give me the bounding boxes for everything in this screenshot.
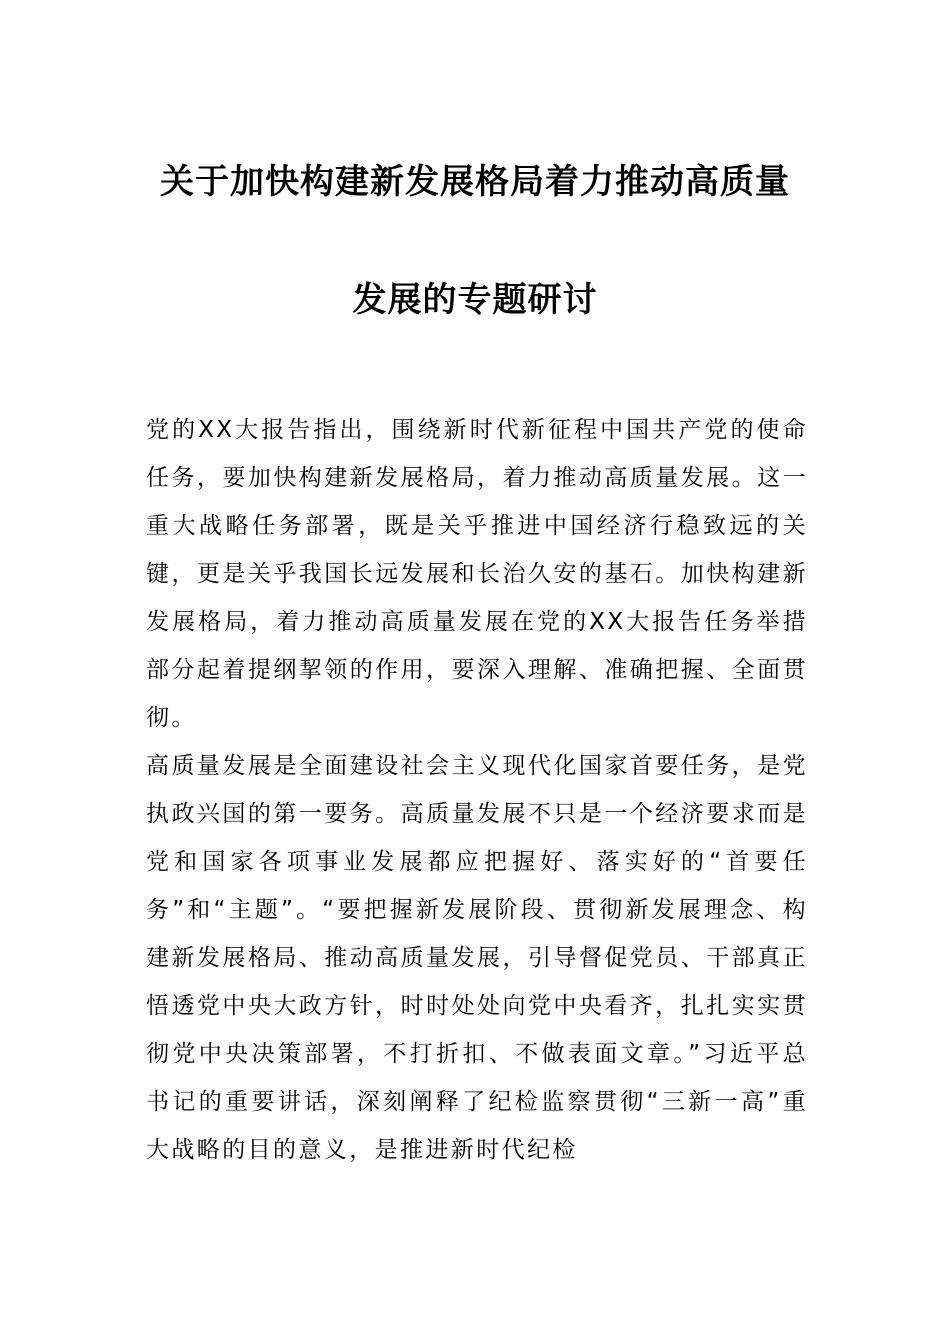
body-paragraph-1: 党的XX大报告指出，围绕新时代新征程中国共产党的使命任务，要加快构建新发展格局，着力推动高质量发展。这一重大战略任务部署，既是关乎推进中国经济行稳致远的关键，更是关乎我国长远发展和长治久安的基石。加快构建新发展格局，着力推动高质量发展在党的XX大报告任务举措部分起着提纲挈领的作用，要深入理解、准确把握、全面贯彻。 [146,417,808,731]
document-title-line-1: 关于加快构建新发展格局着力推动高质量 [160,162,790,202]
body-paragraph-2: 高质量发展是全面建设社会主义现代化国家首要任务，是党执政兴国的第一要务。高质量发展不只是一个经济要求而是党和国家各项事业发展都应把握好、落实好的“首要任务”和“主题”。“要把握新发展阶段、贯彻新发展理念、构建新发展格局、推动高质量发展，引导督促党员、干部真正悟透党中央大政方针，时时处处向党中央看齐，扎扎实实贯彻党中央决策部署，不打折扣、不做表面文章。”习近平总书记的重要讲话，深刻阐释了纪检监察贯彻“三新一高”重大战略的目的意义，是推进新时代纪检 [146,753,808,1163]
document-title-line-2: 发展的专题研讨 [352,280,598,320]
